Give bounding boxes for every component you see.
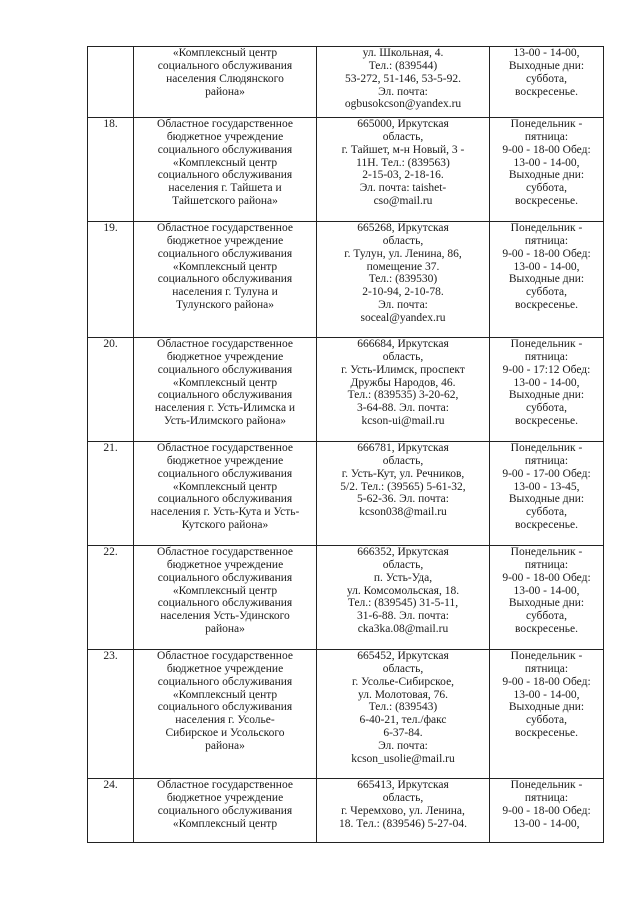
working-hours-line: 13-00 - 14-00, [513, 156, 580, 169]
organization-name-line: «Комплексный центр [172, 156, 278, 169]
row-number: 20. [88, 338, 134, 442]
organization-name-line: социального обслуживания [157, 59, 293, 72]
working-hours-line: 9-00 - 18-00 Обед: [502, 143, 591, 156]
organization-name-line: Областное государственное [157, 118, 293, 130]
working-hours-line: суббота, [526, 506, 567, 519]
organization-name-line: бюджетное учреждение [166, 234, 284, 247]
address-contacts-line: kcson_usolie@mail.ru [351, 752, 455, 765]
organization-name-line: района» [205, 739, 245, 752]
working-hours-line: Выходные дни: [508, 493, 585, 506]
working-hours-line: воскресенье. [515, 623, 578, 636]
address-contacts-line: 5/2. Тел.: (39565) 5-61-32, [340, 480, 466, 493]
table-body [88, 47, 604, 843]
address-contacts-line: г. Черемхово, ул. Ленина, [341, 804, 465, 817]
table-row [88, 650, 604, 779]
organization-name-line: «Комплексный центр [172, 480, 278, 493]
organization-name-line: «Комплексный центр [172, 688, 278, 701]
organization-name-line: Областное государственное [157, 222, 293, 234]
organization-name-line: социального обслуживания [157, 247, 293, 260]
working-hours-line: Понедельник - [510, 338, 583, 350]
organization-name-line: Сибирское и Усольского [165, 727, 285, 740]
working-hours-line: 13-00 - 14-00, [513, 376, 580, 389]
address-contacts-line: kcson038@mail.ru [359, 506, 447, 519]
organization-name-cell [134, 47, 317, 118]
organization-name-line: Областное государственное [157, 338, 293, 350]
working-hours-line: Понедельник - [510, 118, 583, 130]
working-hours-line: Понедельник - [510, 779, 583, 791]
table-row [88, 779, 604, 843]
address-contacts-line: soceal@yandex.ru [360, 311, 446, 324]
address-contacts-line: помещение 37. [366, 260, 440, 273]
working-hours-line: Выходные дни: [508, 701, 585, 714]
working-hours-line: суббота, [526, 610, 567, 623]
address-contacts-line: 665268, Иркутская [357, 222, 449, 234]
organization-name-line: социального обслуживания [157, 675, 293, 688]
address-contacts-line: область, [382, 558, 424, 571]
working-hours-line: Понедельник - [510, 650, 583, 662]
address-contacts-line: 666352, Иркутская [357, 546, 449, 558]
working-hours-line: пятница: [524, 558, 569, 571]
organization-name-cell [134, 118, 317, 222]
institutions-table [87, 46, 604, 843]
address-contacts-line: cka3ka.08@mail.ru [357, 623, 449, 636]
working-hours-line: 13-00 - 14-00, [513, 47, 580, 59]
address-contacts-line: область, [382, 791, 424, 804]
organization-name-cell [134, 650, 317, 779]
working-hours-line: 13-00 - 14-00, [513, 688, 580, 701]
address-contacts-line: область, [382, 662, 424, 675]
address-contacts-line: 665413, Иркутская [357, 779, 449, 791]
address-contacts-cell [317, 222, 490, 338]
address-contacts-line: 665000, Иркутская [357, 118, 449, 130]
row-number: 21. [88, 442, 134, 546]
address-contacts-line: г. Усолье-Сибирское, [351, 675, 455, 688]
working-hours-cell [490, 118, 604, 222]
organization-name-line: Областное государственное [157, 650, 293, 662]
working-hours-line: пятница: [524, 791, 569, 804]
address-contacts-line: область, [382, 454, 424, 467]
organization-name-line: социального обслуживания [157, 701, 293, 714]
address-contacts-line: ул. Комсомольская, 18. [346, 584, 460, 597]
address-contacts-line: Тел.: (839545) 31-5-11, [347, 597, 459, 610]
working-hours-line: 13-00 - 14-00, [513, 260, 580, 273]
address-contacts-line: Эл. почта: [378, 85, 428, 98]
working-hours-cell [490, 779, 604, 843]
working-hours-cell [490, 222, 604, 338]
organization-name-line: социального обслуживания [157, 804, 293, 817]
working-hours-line: пятница: [524, 662, 569, 675]
working-hours-line: воскресенье. [515, 85, 578, 98]
organization-name-line: Тулунского района» [175, 299, 275, 312]
working-hours-line: воскресенье. [515, 519, 578, 532]
working-hours-cell [490, 442, 604, 546]
working-hours-line: 9-00 - 18-00 Обед: [502, 571, 591, 584]
organization-name-line: «Комплексный центр [172, 817, 278, 830]
address-contacts-line: 6-40-21, тел./факс [359, 714, 447, 727]
address-contacts-line: 3-64-88. Эл. почта: [357, 402, 449, 415]
working-hours-line: 13-00 - 14-00, [513, 817, 580, 830]
organization-name-line: Областное государственное [157, 779, 293, 791]
working-hours-line: воскресенье. [515, 415, 578, 428]
organization-name-line: «Комплексный центр [172, 260, 278, 273]
organization-name-line: бюджетное учреждение [166, 350, 284, 363]
address-contacts-line: Тел.: (839535) 3-20-62, [347, 389, 459, 402]
organization-name-line: «Комплексный центр [172, 584, 278, 597]
address-contacts-cell [317, 442, 490, 546]
row-number: 18. [88, 118, 134, 222]
working-hours-line: суббота, [526, 72, 567, 85]
working-hours-line: Выходные дни: [508, 169, 585, 182]
table-row [88, 546, 604, 650]
organization-name-line: социального обслуживания [157, 169, 293, 182]
organization-name-line: района» [205, 85, 245, 98]
working-hours-cell [490, 546, 604, 650]
address-contacts-line: Тел.: (839544) [368, 59, 438, 72]
address-contacts-cell [317, 338, 490, 442]
organization-name-line: Кутского района» [181, 519, 269, 532]
address-contacts-line: 6-37-84. [383, 727, 423, 740]
working-hours-line: 9-00 - 18-00 Обед: [502, 804, 591, 817]
address-contacts-cell [317, 118, 490, 222]
address-contacts-line: область, [382, 130, 424, 143]
working-hours-line: 9-00 - 18-00 Обед: [502, 675, 591, 688]
working-hours-line: 9-00 - 17:12 Обед: [502, 363, 591, 376]
working-hours-line: суббота, [526, 402, 567, 415]
row-number: 19. [88, 222, 134, 338]
address-contacts-line: 31-6-88. Эл. почта: [357, 610, 449, 623]
address-contacts-cell [317, 650, 490, 779]
organization-name-line: «Комплексный центр [172, 47, 278, 59]
address-contacts-line: 2-10-94, 2-10-78. [362, 286, 444, 299]
working-hours-line: Выходные дни: [508, 59, 585, 72]
organization-name-line: социального обслуживания [157, 467, 293, 480]
organization-name-line: социального обслуживания [157, 571, 293, 584]
address-contacts-cell [317, 779, 490, 843]
organization-name-line: «Комплексный центр [172, 376, 278, 389]
address-contacts-line: г. Тайшет, м-н Новый, 3 - [341, 143, 465, 156]
address-contacts-line: Тел.: (839530) [368, 273, 438, 286]
working-hours-line: Понедельник - [510, 222, 583, 234]
row-number [88, 47, 134, 118]
address-contacts-line: п. Усть-Уда, [373, 571, 433, 584]
working-hours-line: Выходные дни: [508, 389, 585, 402]
organization-name-line: Усть-Илимского района» [163, 415, 287, 428]
working-hours-line: суббота, [526, 182, 567, 195]
working-hours-line: 13-00 - 13-45, [513, 480, 580, 493]
row-number: 22. [88, 546, 134, 650]
organization-name-line: Областное государственное [157, 546, 293, 558]
organization-name-cell [134, 338, 317, 442]
address-contacts-line: область, [382, 234, 424, 247]
table-row [88, 118, 604, 222]
organization-name-line: социального обслуживания [157, 273, 293, 286]
address-contacts-line: Эл. почта: taishet- [359, 182, 447, 195]
row-number: 23. [88, 650, 134, 779]
address-contacts-line: Эл. почта: [378, 299, 428, 312]
address-contacts-line: ogbusokcson@yandex.ru [344, 98, 462, 111]
working-hours-line: Понедельник - [510, 546, 583, 558]
organization-name-line: населения г. Тайшета и [168, 182, 282, 195]
working-hours-line: 13-00 - 14-00, [513, 584, 580, 597]
organization-name-line: социального обслуживания [157, 389, 293, 402]
organization-name-cell [134, 779, 317, 843]
organization-name-line: населения Усть-Удинского [160, 610, 290, 623]
address-contacts-line: ул. Школьная, 4. [362, 47, 444, 59]
organization-name-cell [134, 442, 317, 546]
address-contacts-line: 665452, Иркутская [357, 650, 449, 662]
organization-name-line: бюджетное учреждение [166, 130, 284, 143]
organization-name-line: Тайшетского района» [172, 195, 278, 208]
address-contacts-line: область, [382, 350, 424, 363]
address-contacts-cell [317, 546, 490, 650]
address-contacts-line: 11Н. Тел.: (839563) [356, 156, 450, 169]
working-hours-line: воскресенье. [515, 299, 578, 312]
address-contacts-line: 2-15-03, 2-18-16. [362, 169, 444, 182]
working-hours-cell [490, 338, 604, 442]
address-contacts-cell [317, 47, 490, 118]
working-hours-line: воскресенье. [515, 195, 578, 208]
address-contacts-line: cso@mail.ru [373, 195, 433, 208]
address-contacts-line: 666781, Иркутская [357, 442, 449, 454]
working-hours-line: пятница: [524, 350, 569, 363]
address-contacts-line: Эл. почта: [378, 739, 428, 752]
organization-name-line: населения г. Усть-Кута и Усть- [150, 506, 300, 519]
working-hours-line: Понедельник - [510, 442, 583, 454]
working-hours-line: Выходные дни: [508, 273, 585, 286]
address-contacts-line: Дружбы Народов, 46. [350, 376, 456, 389]
table-row [88, 442, 604, 546]
address-contacts-line: 53-272, 51-146, 53-5-92. [345, 72, 461, 85]
organization-name-cell [134, 546, 317, 650]
organization-name-line: района» [205, 623, 245, 636]
table-row [88, 222, 604, 338]
working-hours-line: Выходные дни: [508, 597, 585, 610]
working-hours-cell [490, 650, 604, 779]
address-contacts-line: г. Усть-Илимск, проспект [341, 363, 465, 376]
organization-name-line: социального обслуживания [157, 143, 293, 156]
address-contacts-line: г. Тулун, ул. Ленина, 86, [344, 247, 462, 260]
organization-name-line: населения г. Усолье- [175, 714, 275, 727]
address-contacts-line: 5-62-36. Эл. почта: [357, 493, 449, 506]
working-hours-line: 9-00 - 17-00 Обед: [502, 467, 591, 480]
organization-name-line: социального обслуживания [157, 363, 293, 376]
working-hours-line: воскресенье. [515, 727, 578, 740]
organization-name-line: бюджетное учреждение [166, 454, 284, 467]
organization-name-line: населения г. Усть-Илимска и [154, 402, 296, 415]
working-hours-line: пятница: [524, 130, 569, 143]
organization-name-line: социального обслуживания [157, 493, 293, 506]
working-hours-line: пятница: [524, 234, 569, 247]
organization-name-line: бюджетное учреждение [166, 662, 284, 675]
address-contacts-line: Тел.: (839543) [368, 701, 438, 714]
organization-name-line: Областное государственное [157, 442, 293, 454]
working-hours-line: пятница: [524, 454, 569, 467]
organization-name-line: бюджетное учреждение [166, 558, 284, 571]
address-contacts-line: ул. Молотовая, 76. [357, 688, 449, 701]
table-row [88, 47, 604, 118]
organization-name-line: социального обслуживания [157, 597, 293, 610]
organization-name-line: населения г. Тулуна и [172, 286, 278, 299]
table-row [88, 338, 604, 442]
organization-name-line: населения Слюдянского [166, 72, 284, 85]
working-hours-line: суббота, [526, 286, 567, 299]
working-hours-line: 9-00 - 18-00 Обед: [502, 247, 591, 260]
organization-name-cell [134, 222, 317, 338]
address-contacts-line: 18. Тел.: (839546) 5-27-04. [339, 817, 467, 830]
address-contacts-line: kcson-ui@mail.ru [361, 415, 445, 428]
address-contacts-line: г. Усть-Кут, ул. Речников, [341, 467, 465, 480]
address-contacts-line: 666684, Иркутская [357, 338, 449, 350]
working-hours-line: суббота, [526, 714, 567, 727]
working-hours-cell [490, 47, 604, 118]
organization-name-line: бюджетное учреждение [166, 791, 284, 804]
row-number: 24. [88, 779, 134, 843]
